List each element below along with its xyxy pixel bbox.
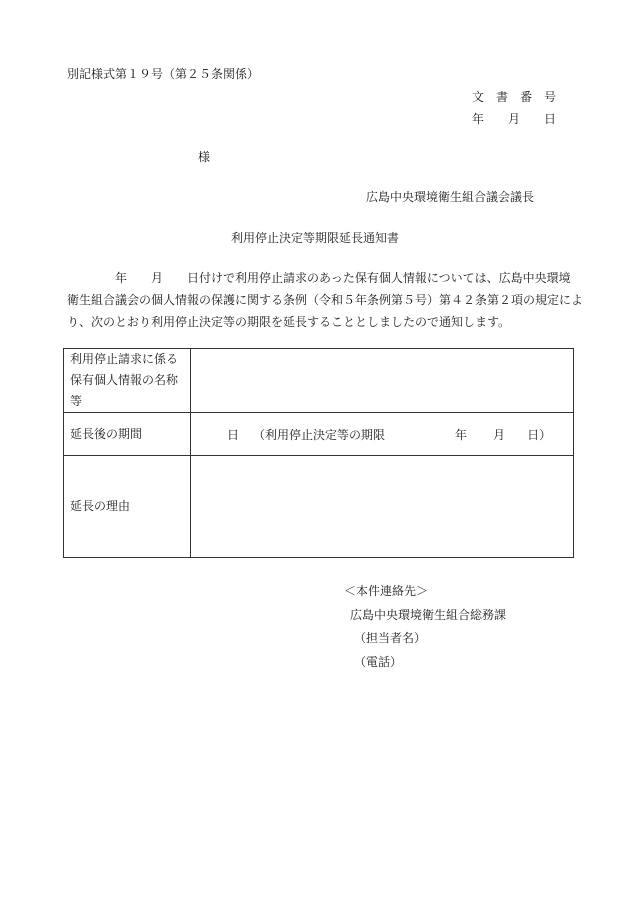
contact-phone: （電話）	[354, 654, 403, 669]
info-name-label-line-1: 利用停止請求に係る	[70, 352, 179, 366]
contact-block	[344, 580, 506, 674]
body-line-2: 衛生組合議会の個人情報の保護に関する条例（令和５年条例第５号）第４２条第２項の規定によ	[67, 293, 584, 307]
current-limit-text: （利用停止決定等の期限	[253, 427, 386, 442]
contact-department: 広島中央環境衛生組合総務課	[350, 607, 507, 622]
extended-period-label: 延長後の期間	[64, 413, 191, 456]
table-row-info-name	[64, 349, 574, 413]
extension-reason-label: 延長の理由	[64, 456, 191, 558]
body-line-3: り、次のとおり利用停止決定等の期限を延長することとしましたので通知します。	[67, 315, 511, 329]
info-name-label	[64, 349, 191, 413]
info-name-label-line-2: 保有個人情報の名称	[70, 373, 179, 387]
body-line-1: 年 月 日付けで利用停止請求のあった保有個人情報については、広島中央環境	[67, 271, 571, 285]
info-name-value	[191, 349, 574, 413]
limit-year-suffix: 年	[455, 427, 468, 442]
document-title: 利用停止決定等期限延長通知書	[230, 231, 399, 245]
info-name-label-line-3: 等	[70, 394, 83, 408]
info-table	[63, 348, 574, 558]
contact-person: （担当者名）	[354, 631, 427, 645]
limit-day-suffix: 日）	[527, 427, 552, 442]
date-label: 年 月 日	[471, 112, 556, 126]
document-number-label: 文 書 番 号	[471, 90, 556, 104]
limit-month-suffix: 月	[493, 427, 506, 442]
period-day-suffix: 日	[227, 427, 240, 442]
table-row-extended-period	[64, 413, 574, 456]
form-number: 別記様式第１９号（第２５条関係）	[67, 67, 260, 81]
extended-period-text	[197, 428, 551, 442]
contact-heading: ＜本件連絡先＞	[344, 584, 429, 598]
extended-period-value	[191, 413, 574, 456]
recipient-suffix: 様	[198, 150, 211, 164]
document-meta	[472, 86, 556, 130]
extension-reason-value	[191, 456, 574, 558]
sender: 広島中央環境衛生組合議会議長	[366, 190, 535, 204]
notice-body	[67, 267, 583, 333]
table-row-extension-reason	[64, 456, 574, 558]
